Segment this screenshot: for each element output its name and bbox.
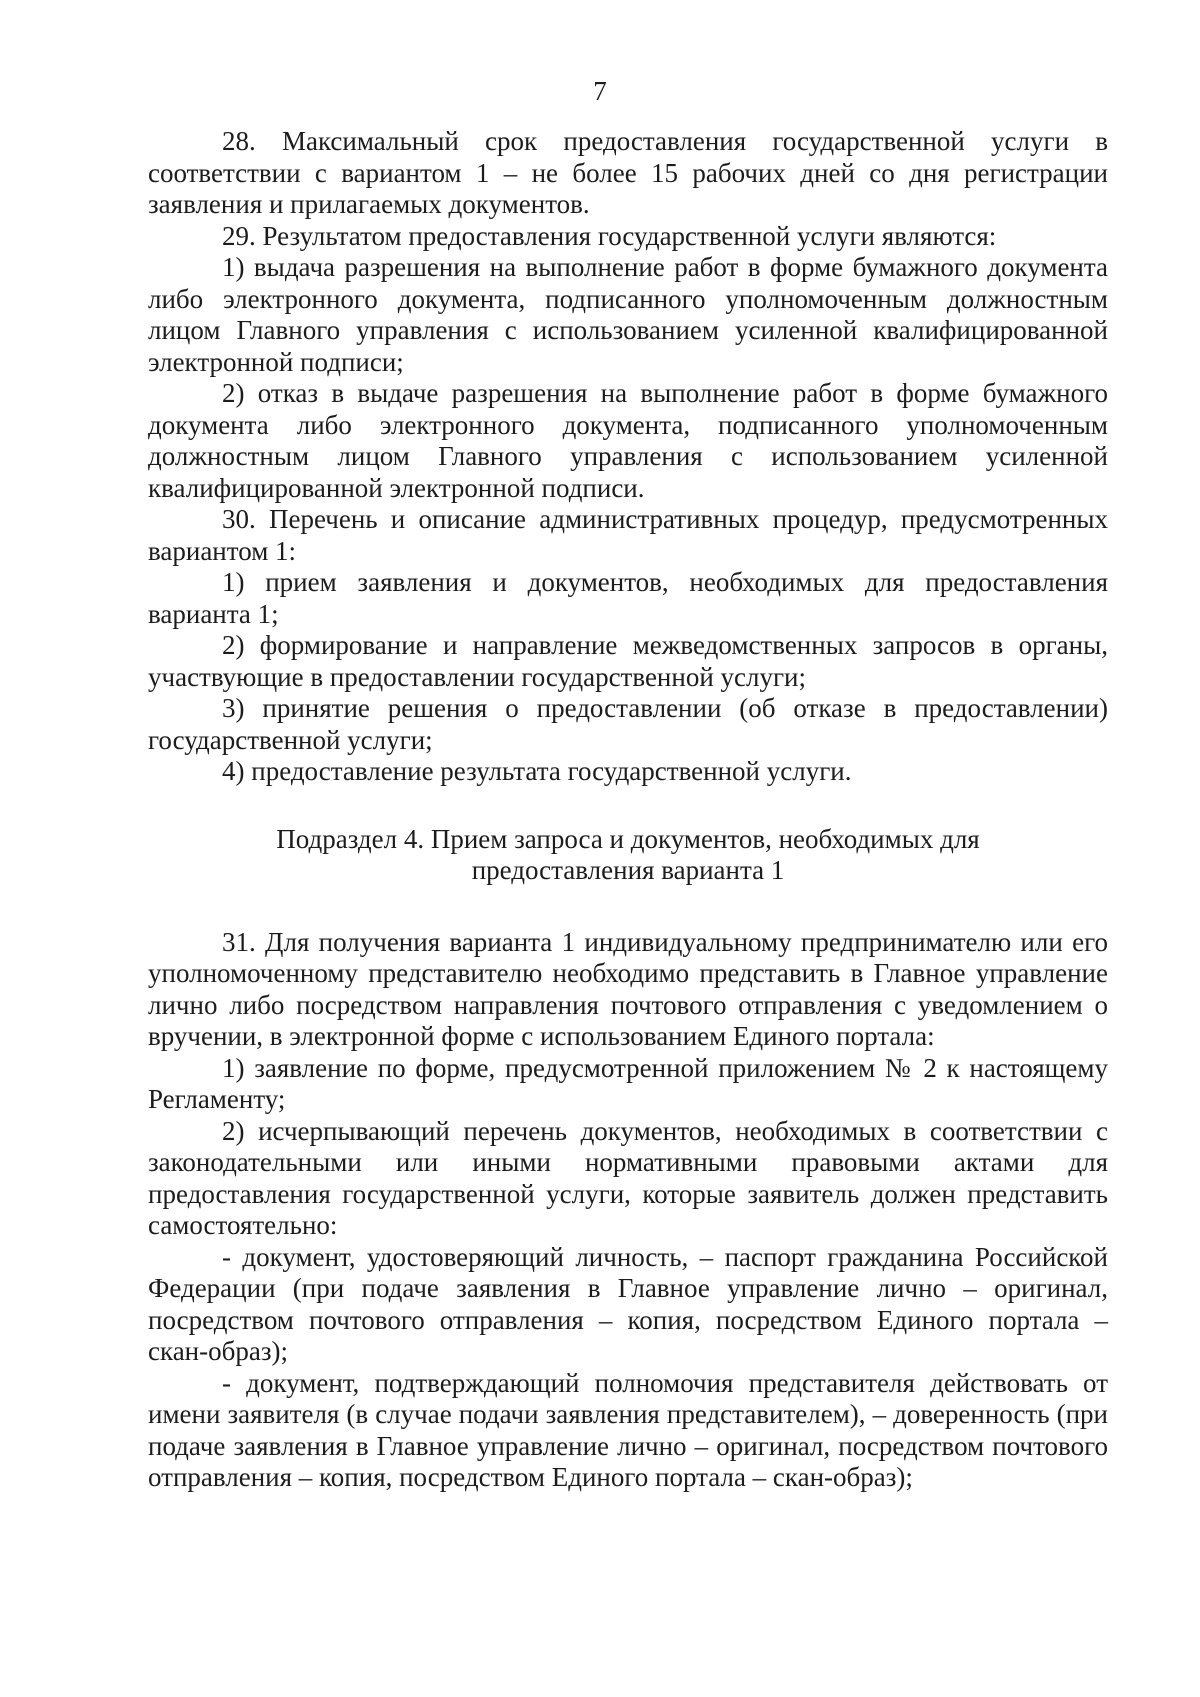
paragraph-31-item-1: 1) заявление по форме, предусмотренной приложением № 2 к настоящему Регламенту; <box>148 1052 1108 1114</box>
subsection-heading-line-2: предоставления варианта 1 <box>471 855 785 885</box>
paragraph-29: 29. Результатом предоставления государственной услуги являются: <box>222 220 997 251</box>
paragraph-30: 30. Перечень и описание административных процедур, предусмотренных вариантом 1: <box>148 504 1108 566</box>
paragraph-31-bullet-1: - документ, удостоверяющий личность, – паспорт гражданина Российской Федерации (при подаче заявления в Главное управление лично – оригинал, посредством почтового отправления – копия, посредством Единого портала – скан-образ); <box>148 1241 1108 1366</box>
paragraph-30-item-2: 2) формирование и направление межведомственных запросов в органы, участвующие в предоставлении государственной услуги; <box>148 630 1108 692</box>
paragraph-30-item-3: 3) принятие решения о предоставлении (об отказе в предоставлении) государственной услуги; <box>148 693 1108 755</box>
paragraph-31-item-2: 2) исчерпывающий перечень документов, необходимых в соответствии с законодательными или иными нормативными правовыми актами для предоставления государственной услуги, которые заявитель должен представить самостоятельно: <box>148 1115 1108 1240</box>
paragraph-30-item-4: 4) предоставление результата государственной услуги. <box>222 756 852 786</box>
paragraph-30-item-1: 1) прием заявления и документов, необходимых для предоставления варианта 1; <box>148 567 1108 629</box>
paragraph-29-item-2: 2) отказ в выдаче разрешения на выполнение работ в форме бумажного документа либо электронного документа, подписанного уполномоченным должностным лицом Главного управления с использованием усиленной квалифицированной электронной подписи. <box>148 378 1108 503</box>
paragraph-29-item-1: 1) выдача разрешения на выполнение работ в форме бумажного документа либо электронного документа, подписанного уполномоченным должностным лицом Главного управления с использованием усиленной квалифицированной электронной подписи; <box>148 252 1108 377</box>
document-body <box>148 126 1108 1494</box>
page-number: 7 <box>593 76 607 106</box>
paragraph-31-bullet-2: - документ, подтверждающий полномочия представителя действовать от имени заявителя (в случае подачи заявления представителем), – доверенность (при подаче заявления в Главное управление лично – оригинал, посредством почтового отправления – копия, посредством Единого портала – скан-образ); <box>148 1367 1108 1492</box>
subsection-heading <box>148 824 1108 887</box>
paragraph-28: 28. Максимальный срок предоставления государственной услуги в соответствии с вариантом 1 – не более 15 рабочих дней со дня регистрации заявления и прилагаемых документов. <box>148 126 1108 219</box>
subsection-heading-line-1: Подраздел 4. Прием запроса и документов, необходимых для <box>276 823 980 854</box>
paragraph-31: 31. Для получения варианта 1 индивидуальному предпринимателю или его уполномоченному представителю необходимо представить в Главное управление лично либо посредством направления почтового отправления с уведомлением о вручении, в электронной форме с использованием Единого портала: <box>148 926 1108 1051</box>
